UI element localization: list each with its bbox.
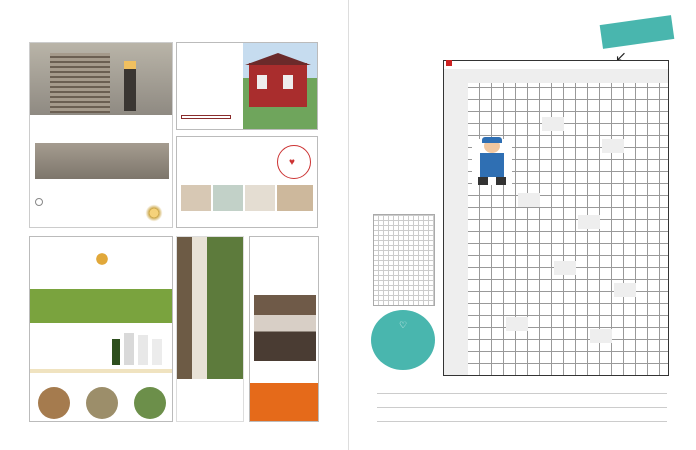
heart-logo-icon: ♥	[277, 145, 311, 179]
photo-1	[181, 185, 211, 211]
answer-instructions	[373, 68, 435, 72]
heart-icon: ♡	[398, 320, 408, 330]
cabin-photo	[243, 43, 318, 130]
photo-circle-2	[86, 387, 118, 419]
crossword[interactable]	[443, 60, 669, 376]
ad-valaistus[interactable]	[29, 42, 173, 228]
photo-4	[277, 185, 313, 211]
ad-decotime[interactable]	[176, 136, 318, 228]
right-page	[348, 0, 696, 450]
ad-headline	[30, 289, 173, 323]
ristikot-brand	[446, 60, 452, 67]
ad-sauna[interactable]	[176, 42, 318, 130]
bed-photo	[254, 295, 316, 361]
clue-column-left	[444, 83, 468, 375]
photo-circle-3	[134, 387, 166, 419]
ad-photo-2	[35, 143, 169, 179]
impola-logo	[30, 237, 173, 289]
photo-3	[245, 185, 275, 211]
sun-lamp-icon	[144, 203, 164, 223]
ad-softness[interactable]	[249, 236, 319, 422]
product-bottles	[110, 329, 168, 365]
online-badge[interactable]	[600, 15, 675, 49]
winner-circle	[371, 310, 435, 370]
ad-photo	[30, 43, 173, 115]
ad-address	[250, 383, 319, 422]
ad-impola[interactable]	[29, 236, 173, 422]
form-row-1[interactable]	[377, 384, 667, 394]
mechanic-illustration	[472, 139, 512, 185]
ad-bottom	[30, 369, 173, 373]
ad-photo	[177, 237, 244, 379]
arrow-icon: ↙	[615, 48, 627, 64]
leaf-icon	[92, 249, 112, 269]
photo-circle-1	[38, 387, 70, 419]
form-row-3[interactable]	[377, 412, 667, 422]
clue-row-top	[444, 69, 668, 83]
grid[interactable]	[444, 69, 668, 375]
ad-brand	[181, 115, 231, 119]
photo-2	[213, 185, 243, 211]
ad-valpas[interactable]	[176, 236, 244, 422]
form-row-2[interactable]	[377, 398, 667, 408]
prev-solution-grid	[373, 214, 435, 306]
